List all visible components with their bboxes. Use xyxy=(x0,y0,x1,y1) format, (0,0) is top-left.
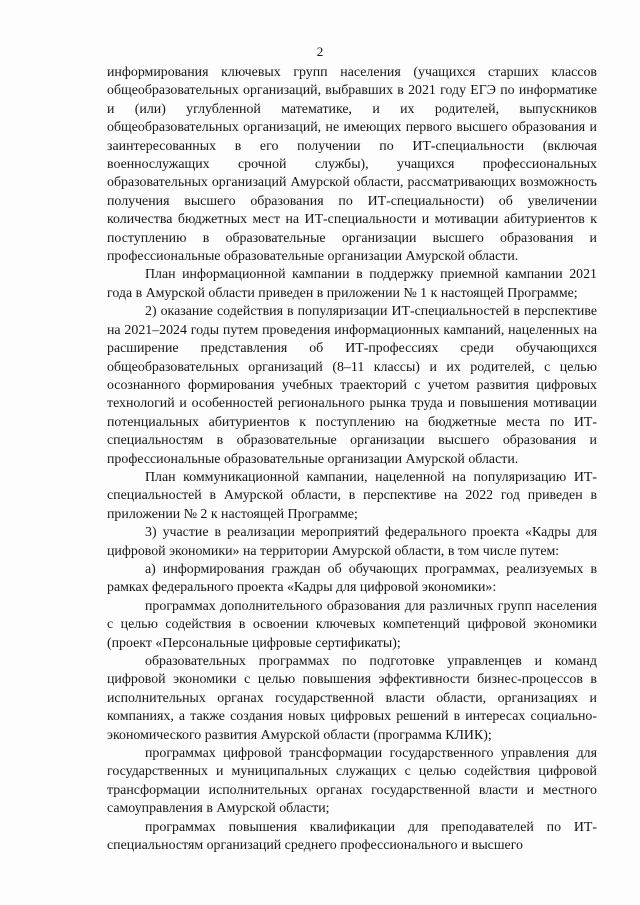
paragraph-campaign-plan-2021: План информационной кампании в поддержку приемной кампании 2021 года в Амурской области приведен в приложении № 1 к настоящей Программе; xyxy=(107,267,597,301)
paragraph-informing-groups: информирования ключевых групп населения (учащихся старших классов общеобразовательных организаций, выбравших в 2021 году ЕГЭ по информатике и (или) углубленной математике, и их родителей, выпускников общеобразовательных организаций, не имеющих первого высшего образования и заинтересованных в его получении по ИТ-специальности (включая военнослужащих срочной службы), учащихся профессиональных образовательных организаций Амурской области, рассматривающих возможность получения высшего образования по ИТ-специальности) об увеличении количества бюджетных мест на ИТ-специальности и мотивации абитуриентов к поступлению в образовательные организации высшего образования и профессиональные образовательные организации Амурской области. xyxy=(107,65,597,265)
paragraph-teacher-qualification: программах повышения квалификации для преподавателей по ИТ-специальностям организаций среднего профессионального и высшего xyxy=(107,819,597,854)
paragraph-communication-plan-2022: План коммуникационной кампании, нацеленной на популяризацию ИТ-специальностей в Амурской области, в перспективе на 2022 год приведен в приложении № 2 к настоящей Программе; xyxy=(107,469,597,522)
paragraph-item-3: 3) участие в реализации мероприятий федерального проекта «Кадры для цифровой экономики» на территории Амурской области, в том числе путем: xyxy=(107,525,597,559)
paragraph-digital-transformation: программах цифровой трансформации государственного управления для государственных и муниципальных служащих с целью содействия цифровой трансформации исполнительных органах государственной власти и местного самоуправления в Амурской области; xyxy=(107,746,597,817)
paragraph-manager-training: образовательных программах по подготовке управленцев и команд цифровой экономики с целью повышения эффективности бизнес-процессов в исполнительных органах государственной власти области, организациях и компаниях, а также создания новых цифровых решений в интересах социально-экономического развития Амурской области (программа КЛИК); xyxy=(107,654,597,743)
paragraph-item-2: 2) оказание содействия в популяризации ИТ-специальностей в перспективе на 2021–2024 годы путем проведения информационных кампаний, нацеленных на расширение представления об ИТ-профессиях среди обучающихся общеобразовательных организаций (8–11 классы) и их родителей, с целью осознанного формирования учебных траекторий с учетом развития цифровых технологий и особенностей регионального рынка труда и повышения мотивации потенциальных абитуриентов к поступлению на бюджетные места по ИТ-специальностям в образовательные организации высшего образования и профессиональные образовательные организации Амурской области. xyxy=(107,304,597,467)
paragraph-subitem-a: а) информирования граждан об обучающих программах, реализуемых в рамках федерального проекта «Кадры для цифровой экономики»: xyxy=(107,561,597,596)
page-number: 2 xyxy=(316,44,324,59)
document-body xyxy=(107,64,597,855)
paragraph-additional-education: программах дополнительного образования для различных групп населения с целью содействия в освоении ключевых компетенций цифровой экономики (проект «Персональные цифровые сертификаты); xyxy=(107,598,597,651)
